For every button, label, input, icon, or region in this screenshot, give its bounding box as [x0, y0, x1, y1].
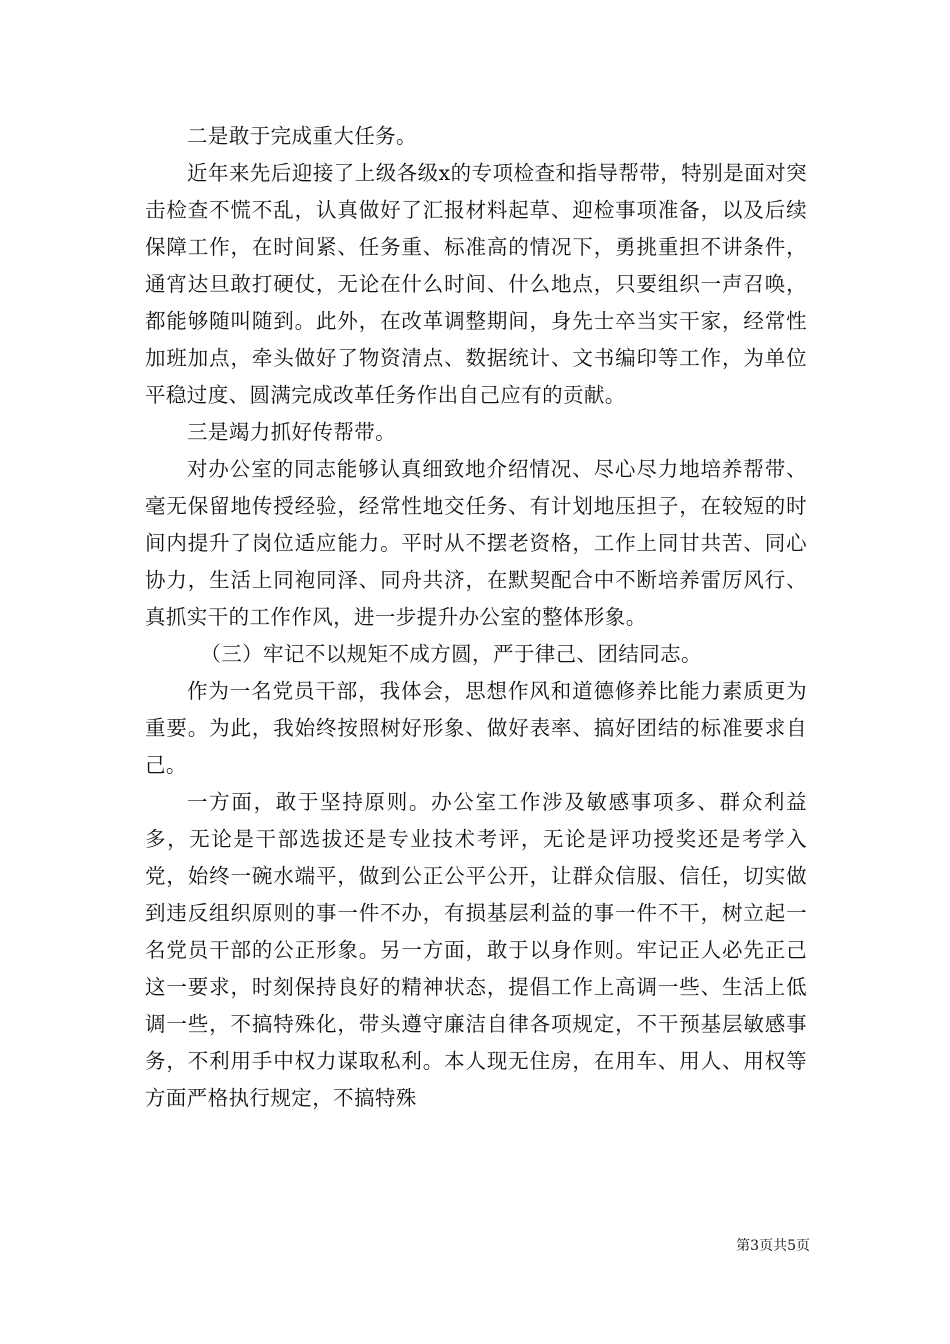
section-heading-discipline: （三）牢记不以规矩不成方圆，严于律己、团结同志。	[200, 642, 702, 666]
paragraph-heading-task: 二是敢于完成重大任务。	[187, 124, 417, 148]
paragraph-body: 近年来先后迎接了上级各级x的专项检查和指导帮带，特别是面对突击检查不慌不乱，认真做好了汇报材料起草、迎检事项准备，以及后续保障工作，在时间紧、任务重、标准高的情况下，勇挑重担不讲条件，通宵达旦敢打硬仗，无论在什么时间、什么地点，只要组织一声召唤，都能够随叫随到。此外，在改革调整期间，身先士卒当实干家，经常性加班加点，牵头做好了物资清点、数据统计、文书编印等工作，为单位平稳过度、圆满完成改革任务作出自己应有的贡献。	[145, 161, 807, 407]
paragraph-heading-mentoring: 三是竭力抓好传帮带。	[187, 420, 397, 444]
paragraph-body: 一方面，敢于坚持原则。办公室工作涉及敏感事项多、群众利益多，无论是干部选拔还是专业技术考评，无论是评功授奖还是考学入党，始终一碗水端平，做到公正公平公开，让群众信服、信任，切实做到违反组织原则的事一件不办，有损基层利益的事一件不干，树立起一名党员干部的公正形象。另一方面，敢于以身作则。牢记正人必先正己这一要求，时刻保持良好的精神状态，提倡工作上高调一些、生活上低调一些，不搞特殊化，带头遵守廉洁自律各项规定，不干预基层敏感事务，不利用手中权力谋取私利。本人现无住房，在用车、用人、用权等方面严格执行规定，不搞特殊	[145, 790, 807, 1110]
paragraph-body: 对办公室的同志能够认真细致地介绍情况、尽心尽力地培养帮带、毫无保留地传授经验，经常性地交任务、有计划地压担子，在较短的时间内提升了岗位适应能力。平时从不摆老资格，工作上同甘共苦、同心协力，生活上同袍同泽、同舟共济，在默契配合中不断培养雷厉风行、真抓实干的工作作风，进一步提升办公室的整体形象。	[145, 457, 807, 629]
document-body	[145, 118, 807, 1117]
page-number-footer: 第3页共5页	[736, 1238, 810, 1254]
paragraph-body: 作为一名党员干部，我体会，思想作风和道德修养比能力素质更为重要。为此，我始终按照树好形象、做好表率、搞好团结的标准要求自己。	[145, 679, 807, 777]
